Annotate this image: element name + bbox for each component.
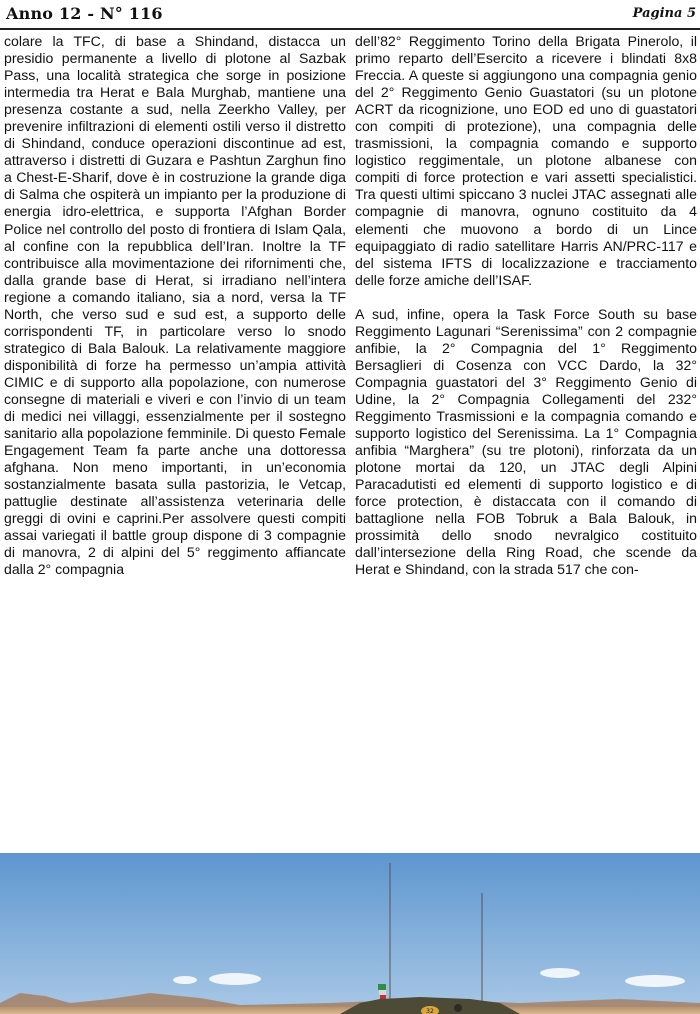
page-header <box>0 0 700 30</box>
article-paragraph: A sud, infine, opera la Task Force South su base Reggimento Lagunari “Serenissima” con 2 compagnie anfibie, la 2° Compagnia del 1° Reggimento Bersaglieri di Cosenza con VCC Dardo, la 32° Compagnia guastatori del 3° Reggimento Genio di Udine, la 2° Compagnia Collegamenti del 232° Reggimento Trasmissioni e la compagnia comando e supporto logistico del Serenissima. La 1° Compagnia anfibia “Marghera” (su tre plotoni), rinforzata da un plotone mortai da 120, un JTAC degli Alpini Paracadutisti ed elementi di supporto logistico e di force protection, è distaccata con il comando di battaglione nella FOB Tobruk a Bala Balouk, in prossimità dello snodo nevralgico costituito dall’intersezione della Ring Road, che scende da Herat e Shindand, con la strada 517 che con- <box>355 305 697 578</box>
vehicle-number-label: 32 <box>426 1008 434 1014</box>
header-rule <box>0 28 700 30</box>
article-photo <box>0 853 700 1014</box>
issue-number: Anno 12 - N° 116 <box>6 4 163 23</box>
article-paragraph: colare la TFC, di base a Shindand, distacca un presidio permanente a livello di plotone al Sazbak Pass, una località strategica che sorge in posizione intermedia tra Herat e Bala Murghab, mantiene una presenza costante a sud, nella Zeerkho Valley, per prevenire infiltrazioni di elementi ostili verso il distretto di Shindand, conduce operazioni discontinue ad est, attraverso i distretti di Guzara e Pashtun Zarghun fino a Chest-E-Sharif, dove è in costruzione la grande diga di Salma che ospiterà un impianto per la produzione di energia idro-elettrica, e supporta l’Afghan Border Police nel controllo del posto di frontiera di Islam Qala, al confine con la repubblica dell’Iran. Inoltre la TF contribuisce alla movimentazione dei rifornimenti che, dalla grande base di Herat, si irradiano nell’intera regione a comando italiano, sia a nord, versa la TF North, che verso sud e sud est, a supporto delle corrispondenti TF, in particolare verso lo snodo strategico di Bala Balouk. La relativamente maggiore disponibilità di forze ha permesso un’ampia attività CIMIC e di supporto alla popolazione, con numerose consegne di materiali e viveri e con l’invio di un team di medici nei villaggi, essenzialmente per il sostegno sanitario alla popolazione femminile. Di questo Female Engagement Team fa parte anche una dottoressa afghana. Non meno importanti, in un’economia sostanzialmente basata sulla pastorizia, le Vetcap, pattuglie destinate all’assistenza veterinaria delle greggi di ovini e caprini.Per assolvere questi compiti assai variegati il battle group dispone di 3 compagnie di manovra, 2 di alpini del 5° reggimento affiancate dalla 2° compagnia <box>4 33 346 578</box>
photo-armored-vehicles-desert <box>0 853 700 1014</box>
article-column-left <box>4 33 346 579</box>
article-column-right <box>355 33 697 578</box>
article-paragraph: dell’82° Reggimento Torino della Brigata Pinerolo, il primo reparto dell’Esercito a ricevere i blindati 8x8 Freccia. A queste si aggiungono una compagnia genio del 2° Reggimento Genio Guastatori (su un plotone ACRT da ricognizione, uno EOD ed uno di guastatori con compiti di protezione), una compagnia delle trasmissioni, la compagnia comando e supporto logistico reggimentale, un plotone albanese con compiti di force protection e vari assetti specialistici. Tra questi ultimi spiccano 3 nuclei JTAC assegnati alle compagnie di manovra, ognuno costituito da 4 elementi che muovono a bordo di un Lince equipaggiato di radio satellitare Harris AN/PRC-117 e del sistema IFTS di localizzazione e tracciamento delle forze amiche dell’ISAF. <box>355 33 697 288</box>
page-number: Pagina 5 <box>632 6 696 21</box>
